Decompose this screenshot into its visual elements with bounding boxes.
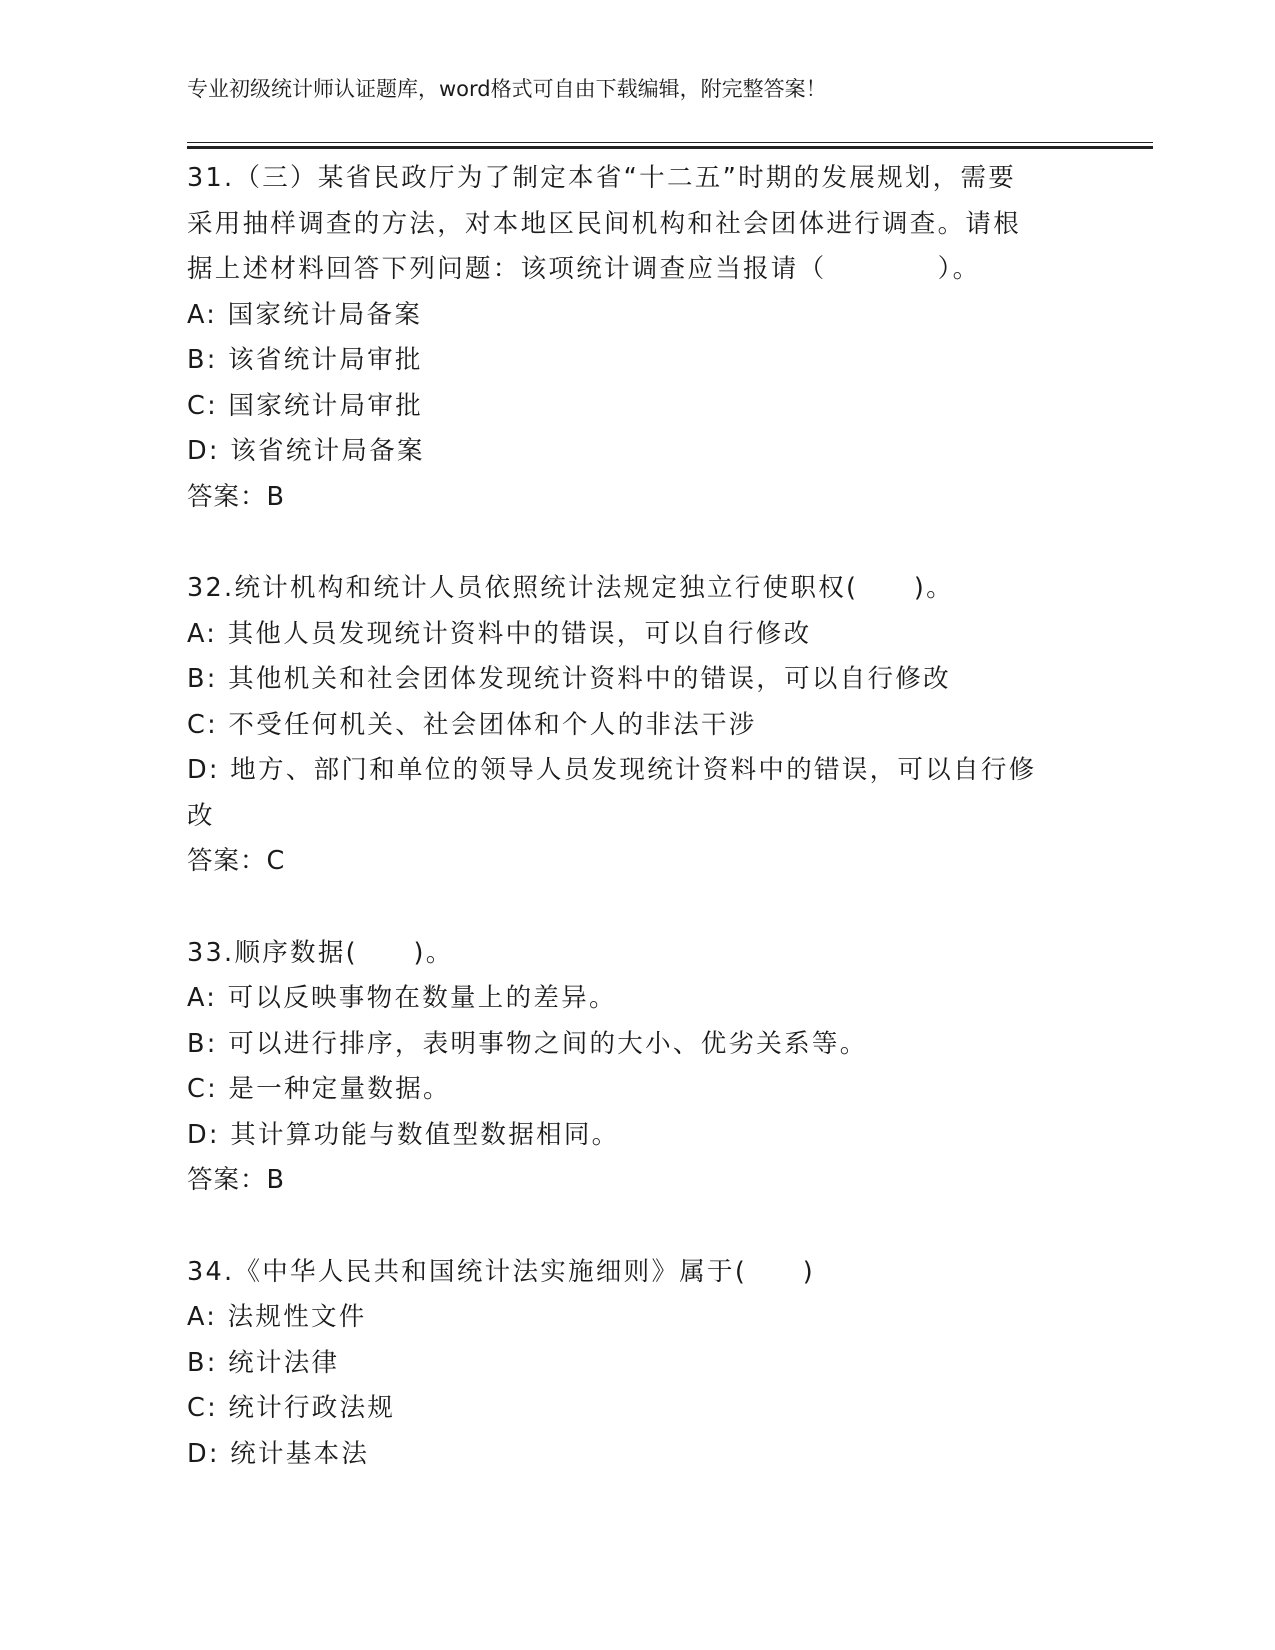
header-divider-thick xyxy=(187,146,1153,149)
question-32 xyxy=(187,566,1077,885)
option-d: D: 该省统计局备案 xyxy=(187,436,425,466)
question-stem-line: 31.（三）某省民政厅为了制定本省“十二五”时期的发展规划，需要 xyxy=(187,163,1017,193)
page-header: 专业初级统计师认证题库，word格式可自由下载编辑，附完整答案！ xyxy=(187,77,827,101)
option-d-continued: 改 xyxy=(187,800,215,831)
question-stem-line: 采用抽样调查的方法，对本地区民间机构和社会团体进行调查。请根 xyxy=(187,208,1022,239)
question-stem-line: 34.《中华人民共和国统计法实施细则》属于( ) xyxy=(187,1256,815,1287)
question-31 xyxy=(187,156,1077,520)
option-a: A: 其他人员发现统计资料中的错误，可以自行修改 xyxy=(187,618,812,649)
answer-label: 答案：C xyxy=(187,846,286,876)
option-a: A: 法规性文件 xyxy=(187,1302,367,1332)
answer-label: 答案：B xyxy=(187,481,285,512)
option-c: C: 统计行政法规 xyxy=(187,1393,396,1423)
question-stem-line: 33.顺序数据( )。 xyxy=(187,937,454,968)
question-33 xyxy=(187,931,1077,1204)
option-c: C: 国家统计局审批 xyxy=(187,390,424,421)
option-a: A: 可以反映事物在数量上的差异。 xyxy=(187,983,617,1013)
option-b: B: 该省统计局审批 xyxy=(187,345,423,375)
header-divider-thin xyxy=(187,142,1153,143)
question-stem-line: 32.统计机构和统计人员依照统计法规定独立行使职权( )。 xyxy=(187,573,954,603)
option-c: C: 不受任何机关、社会团体和个人的非法干涉 xyxy=(187,709,757,740)
option-d: D: 地方、部门和单位的领导人员发现统计资料中的错误，可以自行修 xyxy=(187,755,1037,785)
option-c: C: 是一种定量数据。 xyxy=(187,1074,451,1104)
answer-label: 答案：B xyxy=(187,1165,285,1195)
option-d: D: 其计算功能与数值型数据相同。 xyxy=(187,1119,620,1150)
option-b: B: 统计法律 xyxy=(187,1347,340,1378)
question-list xyxy=(187,156,1077,1523)
option-a: A: 国家统计局备案 xyxy=(187,299,423,330)
question-34 xyxy=(187,1250,1077,1478)
option-b: B: 可以进行排序，表明事物之间的大小、优劣关系等。 xyxy=(187,1028,868,1059)
option-b: B: 其他机关和社会团体发现统计资料中的错误，可以自行修改 xyxy=(187,664,951,694)
question-stem-line: 据上述材料回答下列问题：该项统计调查应当报请（ ）。 xyxy=(187,254,981,284)
option-d: D: 统计基本法 xyxy=(187,1438,370,1469)
